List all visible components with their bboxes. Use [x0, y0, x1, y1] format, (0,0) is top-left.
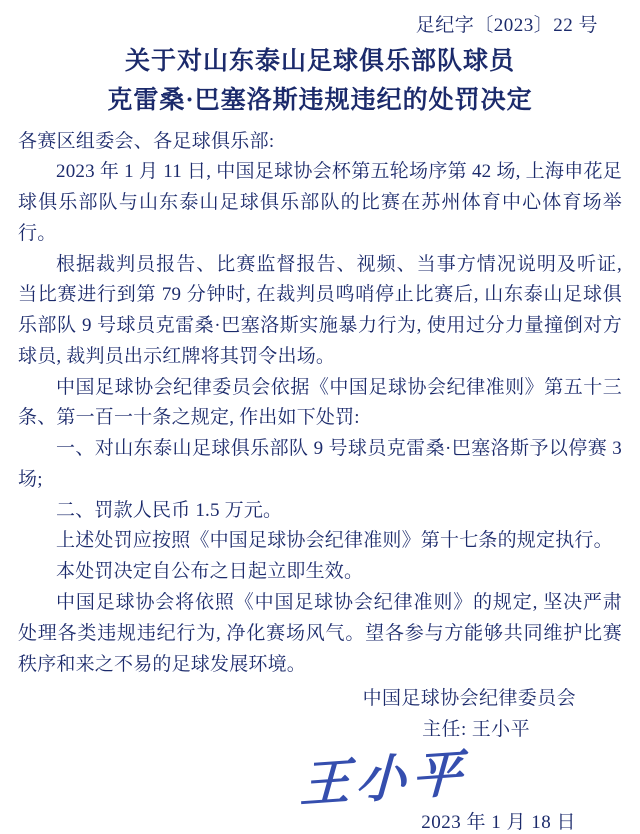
paragraph-2: 根据裁判员报告、比赛监督报告、视频、当事方情况说明及听证, 当比赛进行到第 79 分钟时, 在裁判员鸣哨停止比赛后, 山东泰山足球俱乐部队 9 号球员克雷桑·巴塞洛斯实施暴力行为, 使用过分力量撞倒对方球员, 裁判员出示红牌将其罚令出场。 [18, 253, 622, 367]
paragraph-1: 2023 年 1 月 11 日, 中国足球协会杯第五轮场序第 42 场, 上海申花足球俱乐部队与山东泰山足球俱乐部队的比赛在苏州体育中心体育场举行。 [18, 161, 622, 244]
paragraph-6: 中国足球协会将依照《中国足球协会纪律准则》的规定, 坚决严肃处理各类违规违纪行为, 净化赛场风气。望各参与方能够共同维护比赛秩序和来之不易的足球发展环境。 [18, 591, 622, 675]
salutation: 各赛区组委会、各足球俱乐部: [18, 130, 275, 152]
title-line-1: 关于对山东泰山足球俱乐部队球员 [124, 48, 515, 75]
handwritten-signature-area [18, 743, 576, 815]
document-date: 2023 年 1 月 18 日 [421, 812, 576, 834]
signature-mark: 王小平 [299, 743, 469, 815]
title-line-2: 克雷桑·巴塞洛斯违规违纪的处罚决定 [107, 86, 533, 114]
paragraph-5: 本处罚决定自公布之日起立即生效。 [56, 561, 364, 583]
issuer-name: 中国足球协会纪律委员会 [362, 688, 576, 710]
document-number: 足纪字〔2023〕22 号 [415, 15, 598, 36]
paragraph-penalty-2: 二、罚款人民币 1.5 万元。 [56, 499, 283, 521]
paragraph-penalty-1: 一、对山东泰山足球俱乐部队 9 号球员克雷桑·巴塞洛斯予以停赛 3 场; [18, 438, 622, 490]
paragraph-4: 上述处罚应按照《中国足球协会纪律准则》第十七条的规定执行。 [56, 530, 613, 552]
signature-block [18, 684, 622, 815]
director-label: 主任: 王小平 [422, 718, 530, 740]
page-title [18, 43, 622, 121]
paragraph-3: 中国足球协会纪律委员会依据《中国足球协会纪律准则》第五十三条、第一百一十条之规定, 作出如下处罚: [18, 376, 622, 429]
